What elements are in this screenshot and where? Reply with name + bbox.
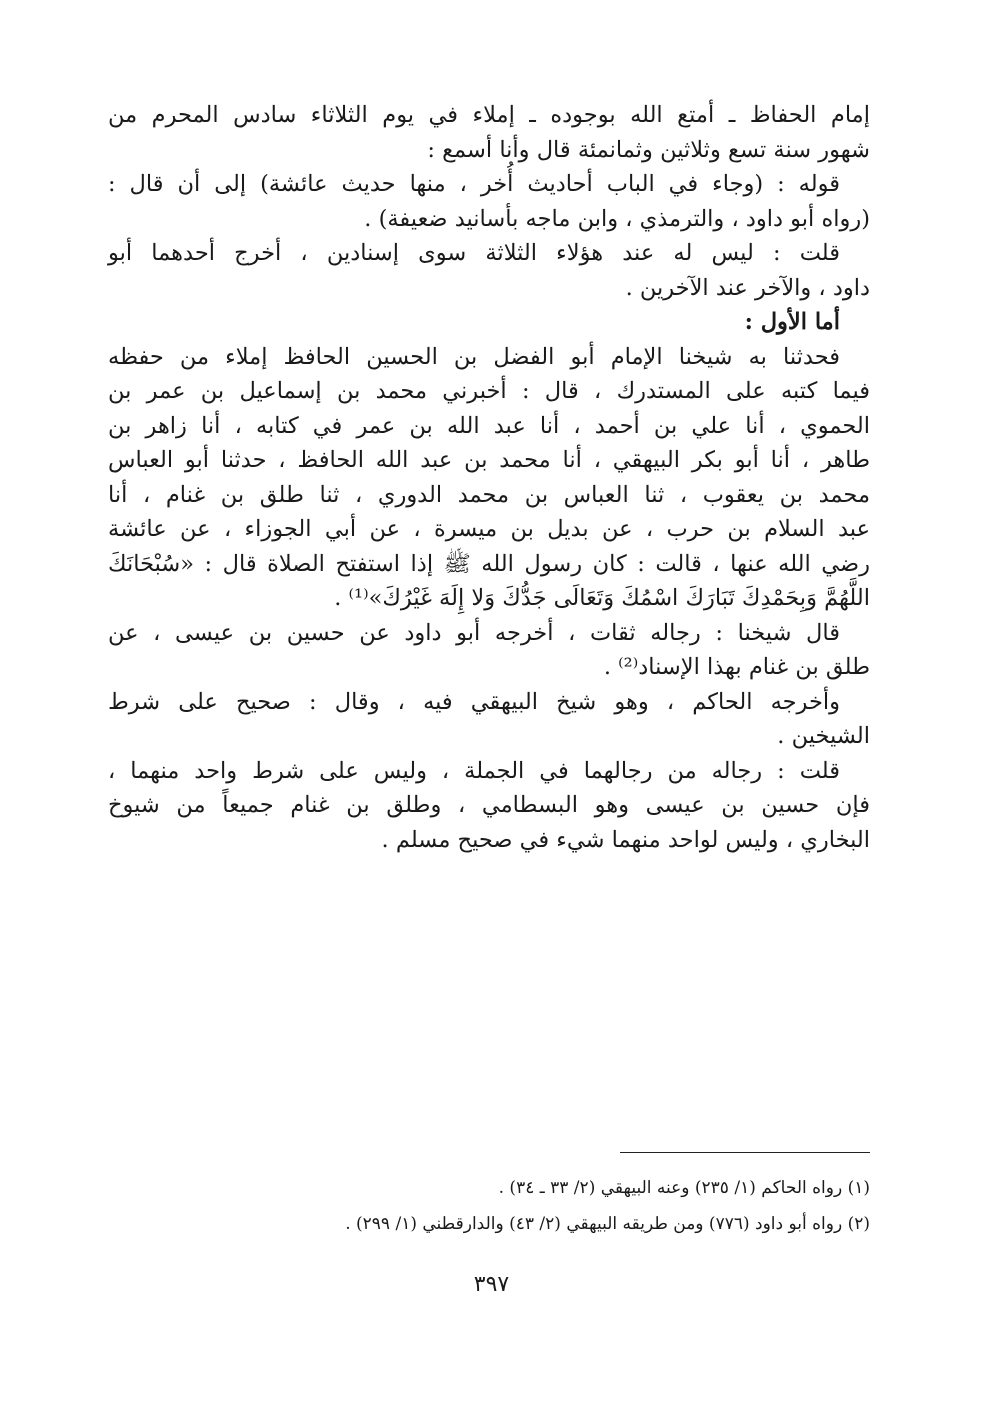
footnote-1: (١) رواه الحاكم (١/ ٢٣٥) وعنه البيهقي (٢/ ٣٣ ـ ٣٤) . xyxy=(498,1178,870,1198)
text-line: وأخرجه الحاكم ، وهو شيخ البيهقي فيه ، وقال : صحيح على شرط xyxy=(108,688,840,715)
footnote-separator xyxy=(620,1152,870,1153)
main-text-body xyxy=(108,98,870,857)
text-line: طلق بن غنام بهذا الإسناد⁽²⁾ . xyxy=(603,654,870,680)
text-line: قوله : (وجاء في الباب أحاديث أُخر ، منها حديث عائشة) إلى أن قال : xyxy=(108,171,840,197)
text-line: داود ، والآخر عند الآخرين . xyxy=(625,274,870,301)
text-line: إمام الحفاظ ـ أمتع الله بوجوده ـ إملاء في يوم الثلاثاء سادس المحرم من xyxy=(108,102,870,128)
text-line: فيما كتبه على المستدرك ، قال : أخبرني محمد بن إسماعيل بن عمر بن xyxy=(108,378,870,404)
text-line: (رواه أبو داود ، والترمذي ، وابن ماجه بأسانيد ضعيفة) . xyxy=(364,205,870,232)
text-line: قلت : ليس له عند هؤلاء الثلاثة سوى إسنادين ، أخرج أحدهما أبو xyxy=(108,240,840,266)
text-line: فحدثنا به شيخنا الإمام أبو الفضل بن الحسين الحافظ إملاء من حفظه xyxy=(108,343,840,370)
text-line: فإن حسين بن عيسى وهو البسطامي ، وطلق بن غنام جميعاً من شيوخ xyxy=(108,792,870,818)
footnotes xyxy=(110,1170,870,1242)
text-line: قال شيخنا : رجاله ثقات ، أخرجه أبو داود عن حسين بن عيسى ، عن xyxy=(108,619,840,646)
text-line: الشيخين . xyxy=(777,723,870,749)
footnote-2: (٢) رواه أبو داود (٧٧٦) ومن طريقه البيهقي (٢/ ٤٣) والدارقطني (١/ ٢٩٩) . xyxy=(345,1214,870,1234)
text-line: طاهر ، أنا أبو بكر البيهقي ، أنا محمد بن عبد الله الحافظ ، حدثنا أبو العباس xyxy=(108,447,870,473)
text-line: اللَّهُمَّ وَبِحَمْدِكَ تَبَارَكَ اسْمُكَ وَتَعَالَى جَدُّكَ وَلا إِلَهَ غَيْرُكَ»⁽¹⁾ . xyxy=(334,585,870,611)
page-number: ٣٩٧ xyxy=(473,1272,510,1297)
text-line: عبد السلام بن حرب ، عن بديل بن ميسرة ، عن أبي الجوزاء ، عن عائشة xyxy=(108,516,870,542)
text-line: رضي الله عنها ، قالت : كان رسول الله ﷺ إذا استفتح الصلاة قال : «سُبْحَانَكَ xyxy=(108,550,870,577)
text-line: شهور سنة تسع وثلاثين وثمانمئة قال وأنا أسمع : xyxy=(427,136,870,163)
text-line: قلت : رجاله من رجالهما في الجملة ، وليس على شرط واحد منهما ، xyxy=(108,757,840,784)
text-line: البخاري ، وليس لواحد منهما شيء في صحيح مسلم . xyxy=(381,826,870,853)
text-line: الحموي ، أنا علي بن أحمد ، أنا عبد الله بن عمر في كتابه ، أنا زاهر بن xyxy=(108,412,870,439)
text-line: محمد بن يعقوب ، ثنا العباس بن محمد الدوري ، ثنا طلق بن غنام ، أنا xyxy=(108,481,870,508)
section-heading: أما الأول : xyxy=(744,309,840,335)
